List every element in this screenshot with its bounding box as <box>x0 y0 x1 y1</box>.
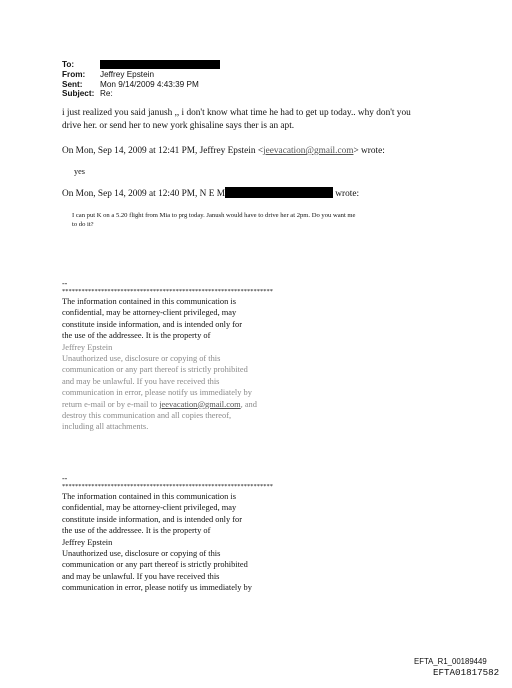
quote-header-2 <box>62 187 359 201</box>
sent-row <box>62 80 220 90</box>
subject-label: Subject: <box>62 89 95 99</box>
disclaimer-line: The information contained in this communication is <box>62 492 236 501</box>
to-label: To: <box>62 60 75 69</box>
disclaimer-line: Unauthorized use, disclosure or copying of this <box>62 354 221 364</box>
quoted-message-line: to do it? <box>72 220 94 228</box>
disclaimer-block-2 <box>62 474 273 594</box>
reply-yes: yes <box>74 167 85 176</box>
subject-row <box>62 89 220 99</box>
subject-value: Re: <box>100 89 113 99</box>
disclaimer-line: and may be unlawful. If you have received this <box>62 571 220 581</box>
quoted-message <box>72 212 355 230</box>
disclaimer-line: and may be unlawful. If you have received this <box>62 376 220 386</box>
sent-value: Mon 9/14/2009 4:43:39 PM <box>100 79 199 89</box>
disclaimer-email-prefix: return e-mail or by e-mail to <box>62 399 160 409</box>
disclaimer-line: including all attachments. <box>62 422 149 432</box>
to-row <box>62 60 220 70</box>
disclaimer-line: confidential, may be attorney-client privileged, may <box>62 503 237 513</box>
email-link[interactable]: jeevacation@gmail.com <box>263 146 354 156</box>
disclaimer-line: confidential, may be attorney-client privileged, may <box>62 308 237 318</box>
disclaimer-line: communication or any part thereof is strictly prohibited <box>62 560 248 570</box>
document-reference-id: EFTA_R1_00189449 <box>414 657 487 666</box>
from-value: Jeffrey Epstein <box>100 69 155 79</box>
from-row <box>62 70 220 80</box>
quoted-message-line: I can put K on a 5.20 flight from Mia to prg today. Janush would have to drive her at 2pm. Do you want me <box>72 212 356 219</box>
from-label: From: <box>62 69 86 79</box>
disclaimer-line: communication in error, please notify us immediately by <box>62 583 252 593</box>
disclaimer-line: Jeffrey Epstein <box>62 342 113 352</box>
quote-header-2-suffix: wrote: <box>335 189 360 199</box>
sent-label: Sent: <box>62 79 83 89</box>
disclaimer-email-line <box>62 399 273 410</box>
disclaimer-line: Unauthorized use, disclosure or copying of this <box>62 549 221 559</box>
separator-stars: ***************************************************************** <box>62 483 273 490</box>
disclaimer-line: Jeffrey Epstein <box>62 537 113 547</box>
disclaimer-line: the use of the addressee. It is the property of <box>62 331 211 341</box>
redaction-box <box>100 60 220 69</box>
email-header <box>62 60 220 99</box>
quote-header-1-prefix: On Mon, Sep 14, 2009 at 12:41 PM, Jeffrey Epstein < <box>62 146 264 156</box>
disclaimer-line: communication in error, please notify us immediately by <box>62 388 252 398</box>
email-link[interactable]: jeevacation@gmail.com <box>159 399 241 409</box>
quote-header-2-prefix: On Mon, Sep 14, 2009 at 12:40 PM, N E M <box>62 189 225 199</box>
document-bates-number: EFTA01817582 <box>433 667 500 678</box>
disclaimer-line: constitute inside information, and is intended only for <box>62 514 243 524</box>
disclaimer-line: the use of the addressee. It is the property of <box>62 526 211 536</box>
disclaimer-line: constitute inside information, and is intended only for <box>62 319 243 329</box>
signature-dash: -- <box>62 279 68 288</box>
signature-dash: -- <box>62 474 68 483</box>
body-line-1: i just realized you said janush ,, i don't know what time he had to get up today.. why don't you <box>62 108 411 118</box>
disclaimer-line: The information contained in this communication is <box>62 297 236 306</box>
disclaimer-line: communication or any part thereof is strictly prohibited <box>62 365 248 375</box>
disclaimer-email-suffix: , and <box>240 399 257 409</box>
quote-header-1-suffix: > wrote: <box>353 146 385 156</box>
disclaimer-line: destroy this communication and all copies thereof, <box>62 411 232 421</box>
separator-stars: ***************************************************************** <box>62 288 273 295</box>
redaction-box <box>225 187 333 198</box>
disclaimer-block-1 <box>62 279 273 433</box>
quote-header-1 <box>62 145 385 158</box>
body-line-2: drive her. or send her to new york ghisaline says ther is an apt. <box>62 121 295 131</box>
